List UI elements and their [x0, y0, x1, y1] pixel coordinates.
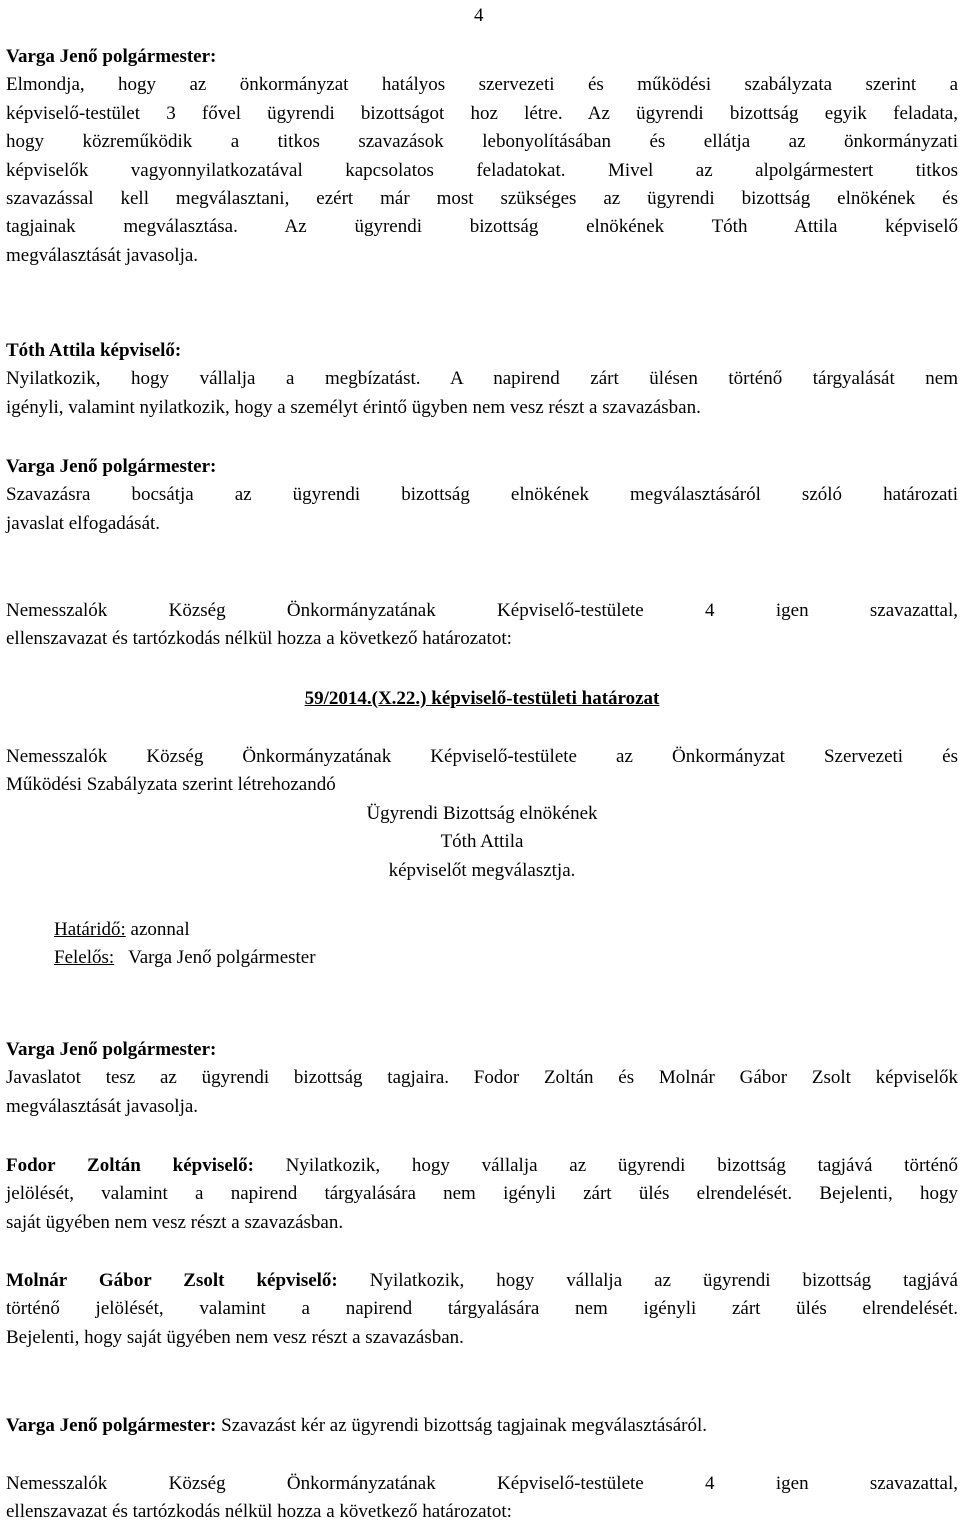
text-line: Elmondja, hogy az önkormányzat hatályos szervezeti és működési szabályzata szerint a [6, 74, 958, 96]
text-line: Bejelenti, hogy saját ügyében nem vesz részt a szavazásban. [6, 1326, 464, 1348]
center-line: Ügyrendi Bizottság elnökének [366, 802, 598, 824]
text-line: Nyilatkozik, hogy vállalja a megbízatást. A napirend zárt ülésen történő tárgyalását nem [6, 368, 958, 390]
text-line: szavazással kell megválasztani, ezért már most szükséges az ügyrendi bizottság elnökének és [6, 188, 958, 210]
text-line: megválasztását javasolja. [6, 1095, 199, 1117]
responsible-label: Felelős: [54, 947, 115, 969]
responsible-line [54, 944, 958, 972]
text-line: Nemesszalók Község Önkormányzatának Képviselő-testülete 4 igen szavazattal, [6, 600, 958, 621]
center-line: képviselőt megválasztja. [388, 859, 576, 881]
speaker-label: Varga Jenő polgármester: [6, 46, 217, 67]
page-number: 4 [474, 5, 484, 26]
section-mayor-members [6, 1036, 958, 1121]
vote-statement-2 [6, 1470, 958, 1527]
text-line: tagjainak megválasztása. Az ügyrendi bizottság elnökének Tóth Attila képviselő [6, 216, 958, 238]
text-line: képviselő-testület 3 fővel ügyrendi bizottságot hoz létre. Az ügyrendi bizottság egyik feladata, [6, 102, 958, 124]
text-line: Nemesszalók Község Önkormányzatának Képviselő-testülete 4 igen szavazattal, [6, 1473, 958, 1494]
resolution-title-wrap [6, 685, 958, 713]
text-line: jelölését, valamint a napirend tárgyalására nem igényli zárt ülés elrendelését. Bejelenti, hogy [6, 1183, 958, 1205]
resolution-body [6, 743, 958, 885]
section-mayor-vote-request [6, 1412, 958, 1440]
text-line: történő jelölését, valamint a napirend tárgyalására nem igényli zárt ülés elrendelését. [6, 1298, 958, 1320]
resolution-title: 59/2014.(X.22.) képviselő-testületi határozat [304, 688, 660, 709]
speaker-label: Varga Jenő polgármester: [6, 1039, 217, 1060]
text-line: javaslat elfogadását. [6, 512, 161, 534]
text-line: hogy közreműködik a titkos szavazások lebonyolításában és ellátja az önkormányzati [6, 131, 958, 153]
text-line: ellenszavazat és tartózkodás nélkül hozza a következő határozatot: [6, 1501, 512, 1523]
deadline-value: azonnal [125, 919, 190, 940]
speaker-label: Fodor Zoltán képviselő: [6, 1155, 254, 1176]
text-line: Varga Jenő polgármester: Szavazást kér az ügyrendi bizottság tagjainak megválasztásáról. [6, 1415, 708, 1436]
text-line: Fodor Zoltán képviselő: Nyilatkozik, hogy vállalja az ügyrendi bizottság tagjává történő [6, 1155, 959, 1176]
text-line: Szavazásra bocsátja az ügyrendi bizottság elnökének megválasztásáról szóló határozati [6, 484, 958, 506]
center-line: Tóth Attila [440, 831, 524, 853]
section-mayor-intro [6, 43, 958, 270]
text-line: Molnár Gábor Zsolt képviselő: Nyilatkozik, hogy vállalja az ügyrendi bizottság tagjává [6, 1270, 958, 1291]
text-line: megválasztását javasolja. [6, 244, 199, 266]
text-line: igényli, valamint nyilatkozik, hogy a személyt érintő ügyben nem vesz részt a szavazásban. [6, 396, 701, 418]
deadline-label: Határidő: [54, 919, 126, 940]
text-line: képviselők vagyonnyilatkozatával kapcsolatos feladatokat. Mivel az alpolgármestert titkos [6, 159, 958, 181]
text-line: Működési Szabályzata szerint létrehozandó [6, 774, 336, 796]
responsible-value: Varga Jenő polgármester [114, 947, 316, 969]
text-line: ellenszavazat és tartózkodás nélkül hozza a következő határozatot: [6, 628, 512, 650]
text-line: Javaslatot tesz az ügyrendi bizottság tagjaira. Fodor Zoltán és Molnár Gábor Zsolt képviselők [6, 1067, 958, 1089]
vote-statement-1 [6, 597, 958, 654]
text-line: saját ügyében nem vesz részt a szavazásban. [6, 1211, 344, 1233]
deadline-line [54, 916, 958, 944]
speaker-label: Molnár Gábor Zsolt képviselő: [6, 1270, 338, 1291]
speaker-label: Varga Jenő polgármester: [6, 456, 217, 477]
section-molnar-statement [6, 1267, 958, 1352]
section-toth-statement [6, 337, 958, 422]
speaker-label: Varga Jenő polgármester: [6, 1415, 217, 1436]
resolution-meta [54, 916, 958, 973]
text-line: Nemesszalók Község Önkormányzatának Képviselő-testülete az Önkormányzat Szervezeti és [6, 746, 958, 767]
section-fodor-statement [6, 1152, 958, 1237]
speaker-label: Tóth Attila képviselő: [6, 340, 182, 361]
section-mayor-vote-call [6, 453, 958, 538]
